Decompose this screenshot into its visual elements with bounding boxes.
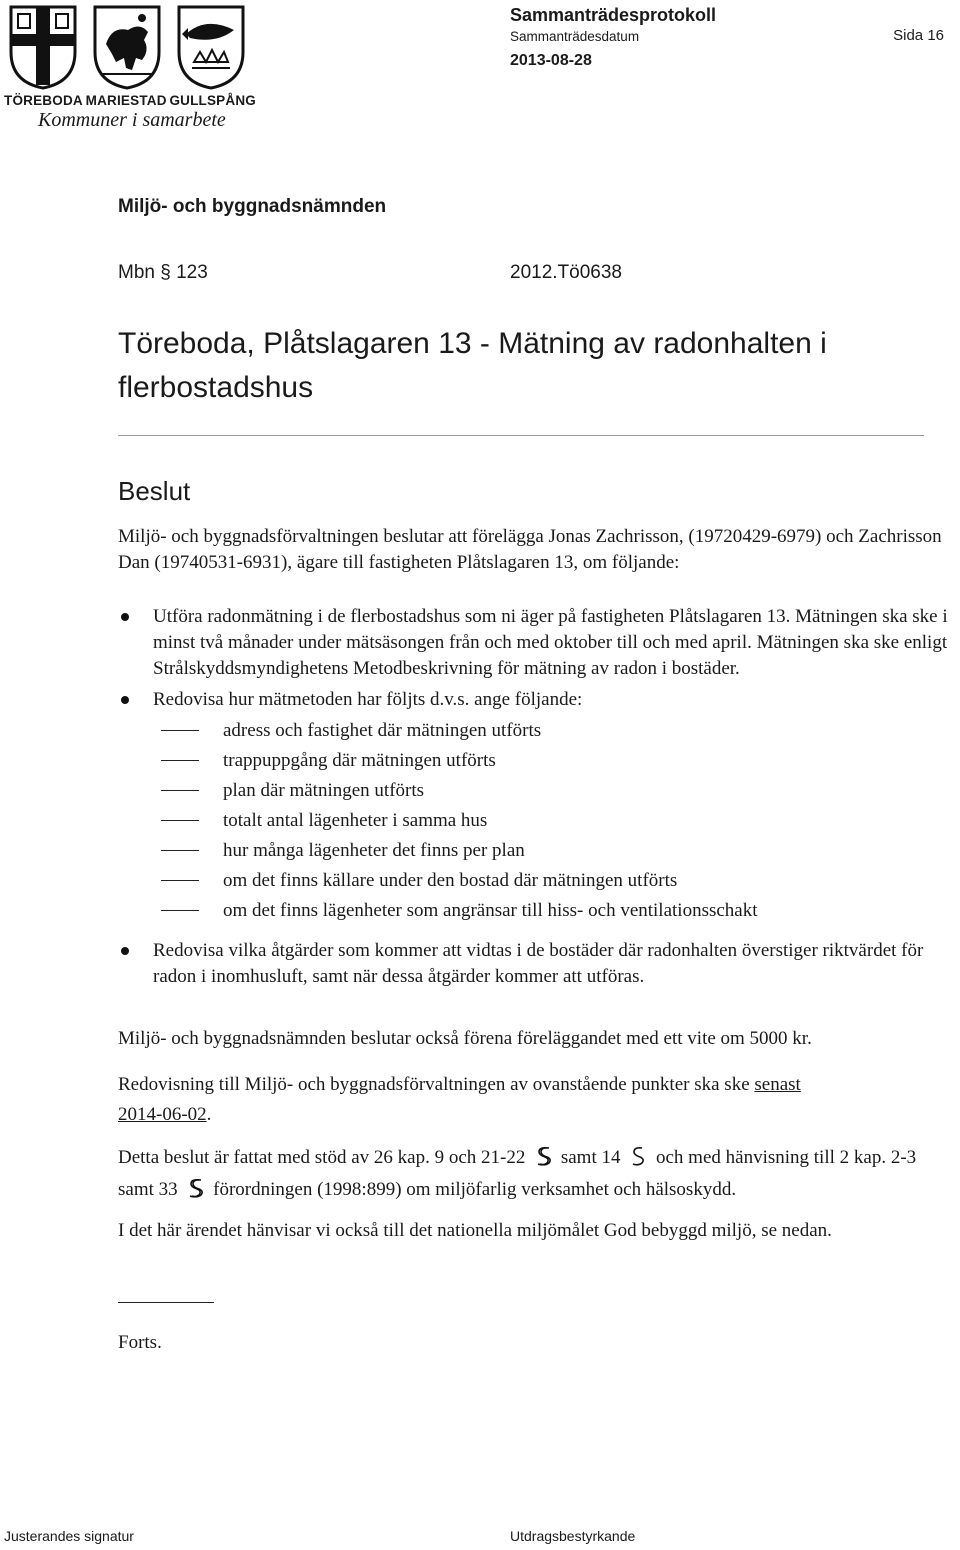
- meeting-date: 2013-08-28: [510, 52, 592, 69]
- sub-list-item-text: plan där mätningen utförts: [223, 780, 425, 801]
- toreboda-coat-of-arms-icon: [8, 4, 78, 90]
- report-end: .: [206, 1104, 212, 1125]
- sub-list-item: [153, 716, 956, 746]
- requirements-list: [118, 604, 956, 990]
- environmental-goal-reference: I det här ärendet hänvisar vi också till det nationella miljömålet God bebyggd miljö, se nedan.: [118, 1220, 832, 1241]
- bullet-icon: [118, 687, 153, 713]
- legal-basis-part-d: förordningen (1998:899) om miljöfarlig verksamhet och hälsoskydd.: [213, 1179, 737, 1200]
- protocol-title: Sammanträdesprotokoll: [510, 5, 717, 25]
- sub-list: [153, 716, 956, 926]
- report-text: Redovisning till Miljö- och byggnadsförvaltningen av ovanstående punkter ska ske: [118, 1074, 755, 1095]
- list-item: [118, 938, 956, 990]
- sub-list-item: [153, 806, 956, 836]
- sub-list-item: [153, 866, 956, 896]
- municipality-logo: [4, 4, 260, 134]
- sub-list-item-text: adress och fastighet där mätningen utförts: [223, 720, 542, 741]
- gullspang-coat-of-arms-icon: [176, 4, 246, 90]
- sub-list-item: [153, 746, 956, 776]
- dash-icon: [153, 716, 223, 746]
- municipality-name-gullspang: GULLSPÅNG: [169, 93, 256, 108]
- title-divider: [118, 435, 924, 436]
- legal-basis-part-a: Detta beslut är fattat med stöd av 26 kap. 9 och 21-22: [118, 1147, 526, 1168]
- document-title: Töreboda, Plåtslagaren 13 - Mätning av radonhalten i flerbostadshus: [118, 327, 827, 404]
- section-sign-icon: [628, 1145, 648, 1167]
- sub-list-item-text: om det finns lägenheter som angränsar till hiss- och ventilationsschakt: [223, 900, 758, 921]
- list-item: [118, 604, 956, 682]
- municipality-name-mariestad: MARIESTAD: [85, 93, 167, 108]
- legal-basis-part-b: samt 14: [560, 1147, 621, 1168]
- report-deadline-keyword: senast: [754, 1074, 801, 1095]
- decision-intro: Miljö- och byggnadsförvaltningen beslutar att förelägga Jonas Zachrisson, (19720429-6979) och Zachrisson Dan (19740531-6931), ägare till fastigheten Plåtslagaren 13, om följande:: [118, 526, 942, 573]
- report-deadline-date: 2014-06-02: [118, 1104, 207, 1125]
- meeting-date-label: Sammanträdesdatum: [510, 29, 640, 44]
- section-sign-icon: [185, 1177, 205, 1199]
- report-statement: [118, 1070, 956, 1130]
- continued-marker: Forts.: [118, 1332, 162, 1353]
- sub-list-item: [153, 896, 956, 926]
- logo-tagline: Kommuner i samarbete: [38, 109, 226, 131]
- list-item-text: Redovisa vilka åtgärder som kommer att vidtas i de bostäder där radonhalten överstiger riktvärdet för radon i inomhusluft, samt när dessa åtgärder kommer att utföras.: [153, 940, 924, 987]
- page-number: Sida 16: [893, 27, 944, 44]
- dash-icon: [153, 836, 223, 866]
- case-number: 2012.Tö0638: [510, 262, 622, 283]
- paragraph-reference: Mbn § 123: [118, 262, 208, 283]
- bullet-icon: [118, 604, 153, 682]
- legal-basis: [118, 1142, 956, 1206]
- municipality-name-toreboda: TÖREBODA: [4, 93, 83, 108]
- decision-heading: Beslut: [118, 476, 191, 506]
- list-item-text: Redovisa hur mätmetoden har följts d.v.s. ange följande:: [153, 689, 583, 710]
- fine-statement: Miljö- och byggnadsnämnden beslutar också förena föreläggandet med ett vite om 5000 kr.: [118, 1028, 812, 1049]
- dash-icon: [153, 746, 223, 776]
- section-sign-icon: [533, 1145, 553, 1167]
- legal-basis-part-c: och med hänvisning till 2 kap. 2-3 samt 33: [118, 1147, 917, 1200]
- committee-name: Miljö- och byggnadsnämnden: [118, 196, 387, 217]
- dash-icon: [153, 896, 223, 926]
- sub-list-item: [153, 836, 956, 866]
- signature-label: Justerandes signatur: [4, 1528, 134, 1544]
- list-item-text: Utföra radonmätning i de flerbostadshus som ni äger på fastigheten Plåtslagaren 13. Mätningen ska ske i minst två månader under mätsäsongen från och med oktober till och med april. Mätningen ska ske enligt Strålskyddsmyndighetens Metodbeskrivning för mätning av radon i bostäder.: [153, 606, 948, 679]
- sub-list-item-text: trappuppgång där mätningen utförts: [223, 750, 496, 771]
- bullet-icon: [118, 938, 153, 990]
- sub-list-item-text: hur många lägenheter det finns per plan: [223, 840, 525, 861]
- section-separator: [118, 1302, 214, 1303]
- certification-label: Utdragsbestyrkande: [510, 1528, 636, 1544]
- dash-icon: [153, 806, 223, 836]
- sub-list-item: [153, 776, 956, 806]
- sub-list-item-text: om det finns källare under den bostad där mätningen utförts: [223, 870, 678, 891]
- list-item: [118, 687, 956, 713]
- sub-list-item-text: totalt antal lägenheter i samma hus: [223, 810, 488, 831]
- dash-icon: [153, 866, 223, 896]
- mariestad-coat-of-arms-icon: [92, 4, 162, 90]
- dash-icon: [153, 776, 223, 806]
